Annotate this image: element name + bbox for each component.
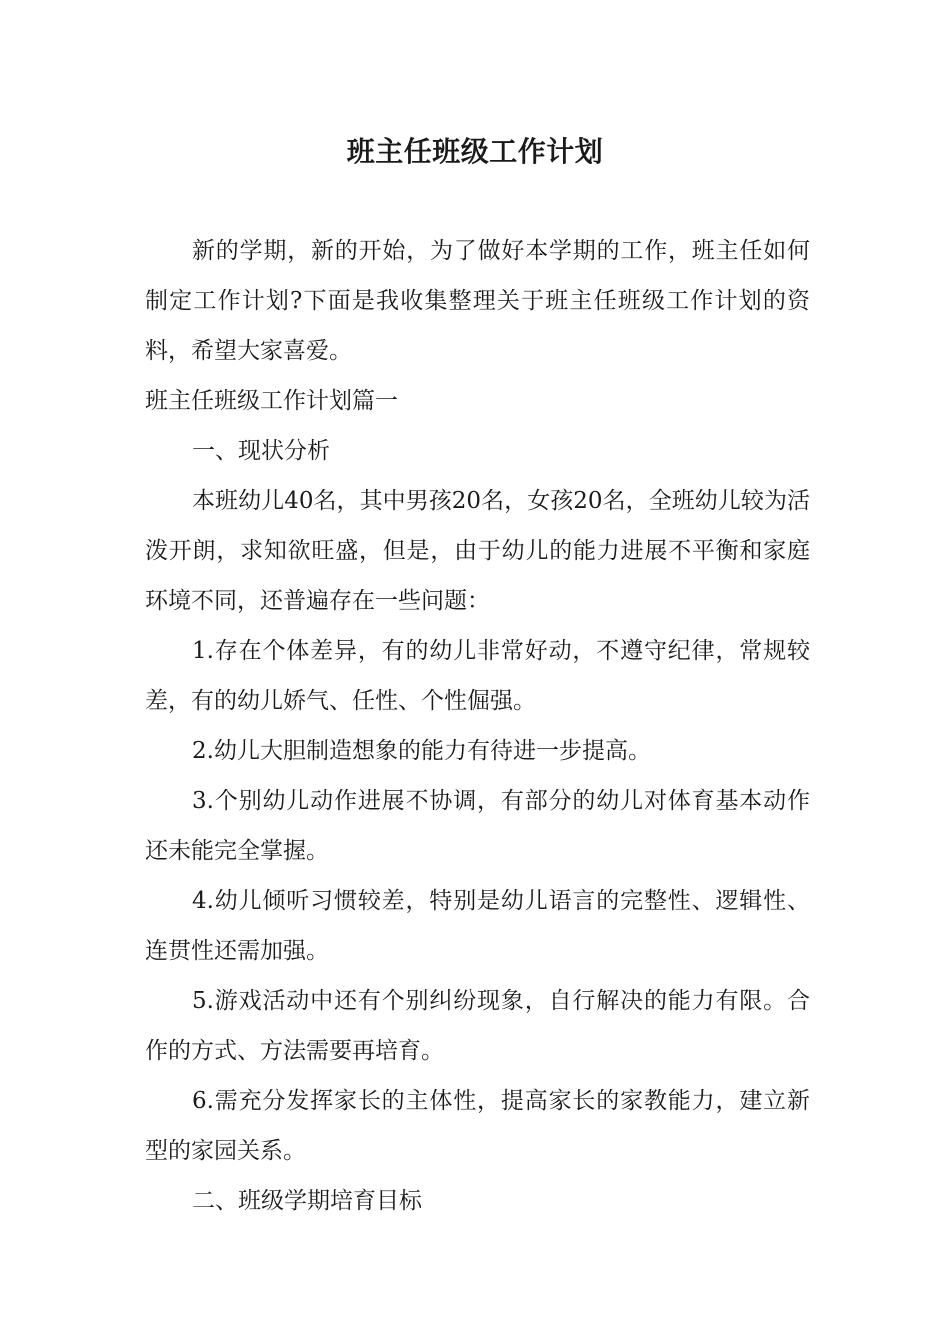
list-item-5: 5.游戏活动中还有个别纠纷现象，自行解决的能力有限。合作的方式、方法需要再培育。 (145, 988, 810, 1064)
document-title: 班主任班级工作计划 (346, 135, 604, 168)
list-item-3: 3.个别幼儿动作进展不协调，有部分的幼儿对体育基本动作还未能完全掌握。 (145, 788, 810, 864)
paragraph-class-overview: 本班幼儿40名，其中男孩20名，女孩20名，全班幼儿较为活泼开朗，求知欲旺盛，但是，由于幼儿的能力进展不平衡和家庭环境不同，还普遍存在一些问题： (145, 488, 810, 614)
document-body (145, 226, 810, 1226)
heading-current-analysis: 一、现状分析 (192, 438, 330, 464)
section-title: 班主任班级工作计划篇一 (145, 388, 398, 414)
list-item-2: 2.幼儿大胆制造想象的能力有待进一步提高。 (192, 738, 651, 764)
intro-paragraph: 新的学期，新的开始，为了做好本学期的工作，班主任如何制定工作计划?下面是我收集整理关于班主任班级工作计划的资料，希望大家喜爱。 (145, 238, 810, 364)
heading-semester-goals: 二、班级学期培育目标 (192, 1188, 422, 1214)
list-item-4: 4.幼儿倾听习惯较差，特别是幼儿语言的完整性、逻辑性、连贯性还需加强。 (145, 888, 810, 964)
list-item-6: 6.需充分发挥家长的主体性，提高家长的家教能力，建立新型的家园关系。 (145, 1088, 810, 1164)
list-item-1: 1.存在个体差异，有的幼儿非常好动，不遵守纪律，常规较差，有的幼儿娇气、任性、个性倔强。 (145, 638, 810, 714)
